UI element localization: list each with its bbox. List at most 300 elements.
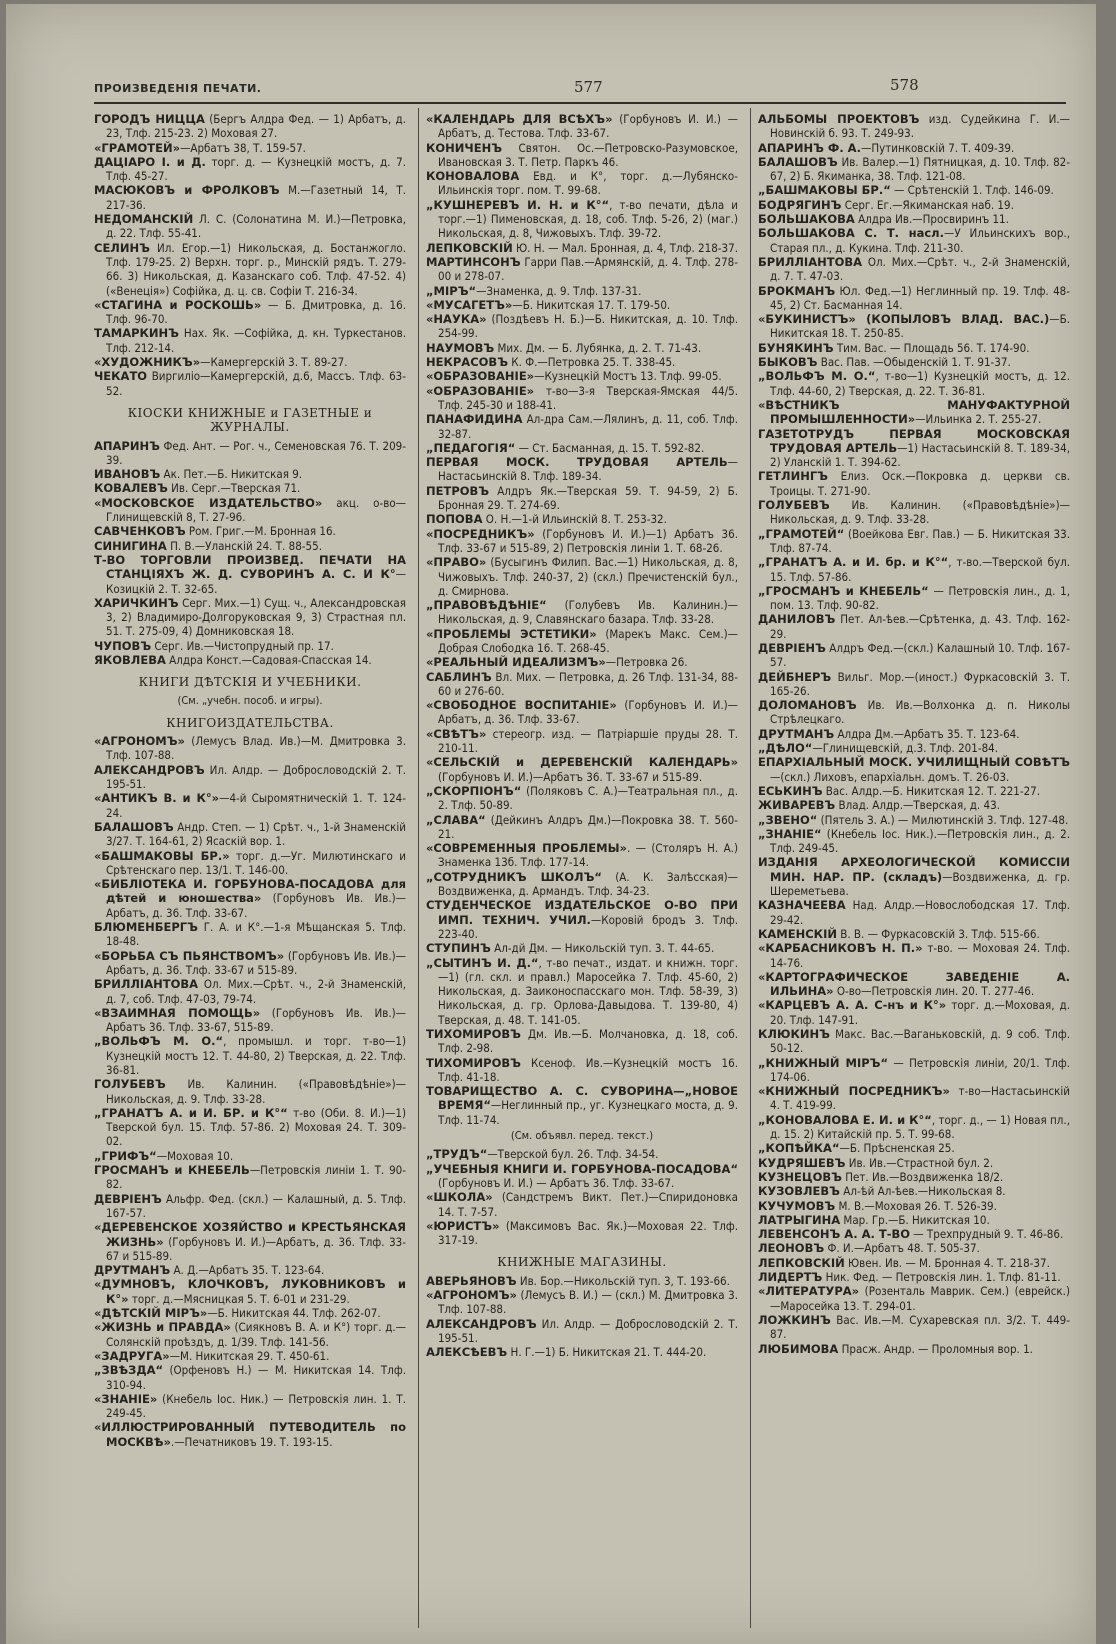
directory-column-3 <box>758 112 1070 1612</box>
entry-name: ПОПОВА <box>426 512 483 527</box>
directory-entry <box>94 820 406 849</box>
directory-entry <box>426 384 738 413</box>
entry-details: М. В.—Моховая 26. Т. 526-39. <box>835 1198 997 1213</box>
entry-name: «ПОСРЕДНИКЪ» <box>426 526 535 541</box>
entry-details: (Горбуновъ И. И.) — Арбатъ 36. Тлф. 33-67. <box>438 1175 675 1190</box>
entry-details: .—Печатниковъ 19. Т. 193-15. <box>170 1434 333 1449</box>
entry-name: ЛОЖКИНЪ <box>758 1312 831 1327</box>
entry-details: Пет. Ив.—Воздвиженка 18/2. <box>841 1169 1004 1184</box>
entry-name: БЛЮМЕНБЕРГЪ <box>94 920 198 935</box>
directory-entry <box>758 641 1070 670</box>
entry-name: «СЕЛЬСКІЙ и ДЕРЕВЕНСКІЙ КАЛЕНДАРЬ» <box>426 755 738 770</box>
directory-entry <box>426 441 738 455</box>
entry-name: «ШКОЛА» <box>426 1190 493 1205</box>
entry-name: ДРУТМАНЪ <box>94 1263 171 1278</box>
directory-entry <box>758 784 1070 798</box>
entry-name: БОЛЬШАКОВА С. Т. насл. <box>758 226 944 241</box>
entry-name: НЕДОМАНСКІЙ <box>94 212 194 227</box>
directory-entry <box>758 941 1070 970</box>
entry-name: «ВЗАИМНАЯ ПОМОЩЬ» <box>94 1005 261 1020</box>
entry-name: ЯКОВЛЕВА <box>94 652 166 667</box>
directory-entry <box>758 612 1070 641</box>
directory-entry <box>426 341 738 355</box>
entry-details: (Пятель З. А.) — Милютинскій 3. Тлф. 127-48. <box>817 812 1069 827</box>
directory-entry <box>758 341 1070 355</box>
directory-entry <box>426 369 738 383</box>
entry-name: ГАЗЕТОТРУДЪ ПЕРВАЯ МОСКОВСКАЯ ТРУДОВАЯ АРТЕЛЬ <box>758 426 1070 455</box>
entry-name: «ДЕРЕВЕНСКОЕ ХОЗЯЙСТВО и КРЕСТЬЯНСКАЯ ЖИЗНЬ» <box>94 1220 406 1249</box>
entry-details: (Горбуновъ Ив. Ив.)—Арбатъ, д. 36. Тлф. 33-67 и 515-89. <box>106 948 406 977</box>
directory-entry <box>94 439 406 468</box>
directory-entry <box>94 467 406 481</box>
directory-entry <box>426 1147 738 1161</box>
directory-entry <box>758 155 1070 184</box>
entry-name: КОНИЧЕНЪ <box>426 140 503 155</box>
entry-details: (Максимовъ Вас. Як.)—Моховая 22. Тлф. 317-19. <box>438 1218 738 1248</box>
entry-name: «БУКИНИСТЪ» (КОПЫЛОВЪ ВЛАД. ВАС.) <box>758 312 1050 327</box>
directory-entry <box>94 1349 406 1363</box>
directory-entry <box>758 1270 1070 1284</box>
directory-entry <box>758 1156 1070 1170</box>
directory-entry <box>426 169 738 198</box>
directory-entry <box>758 755 1070 784</box>
entry-details: , торг. д., — 1) Новая пл., д. 15. 2) Китайскій пр. 5. Т. 99-68. <box>770 1112 1070 1142</box>
entry-name: ДЕВРІЕНЪ <box>758 640 826 655</box>
entry-details: —Настасьинскій 8. Тлф. 189-34. <box>438 455 738 484</box>
directory-entry <box>758 670 1070 699</box>
directory-entry <box>758 1027 1070 1056</box>
directory-entry <box>426 1219 738 1248</box>
entry-name: КОНОВАЛОВА <box>426 169 520 184</box>
entry-name: БРИЛЛІАНТОВА <box>758 254 863 269</box>
section-heading: КНИЖНЫЕ МАГАЗИНЫ. <box>497 1255 667 1270</box>
entry-name: ЖИВАРЕВЪ <box>758 798 836 813</box>
directory-entry <box>426 527 738 556</box>
entry-details: —Козицкій 2. Т. 32-65. <box>106 567 406 596</box>
entry-details: Ол. Мих.—Срѣт. ч., 2-й Знаменскій, д. 7. Т. 47-03. <box>770 254 1070 284</box>
directory-entry <box>426 1162 738 1191</box>
entry-name: «ГРАМОТЕЙ» <box>94 140 181 155</box>
directory-entry <box>758 1313 1070 1342</box>
entry-name: „ГРАНАТЪ А. и И. БР. и К°“ <box>94 1105 288 1120</box>
directory-entry <box>94 183 406 212</box>
directory-entry <box>426 784 738 813</box>
entry-details: — Срѣтенскій 1. Тлф. 146-09. <box>890 183 1054 198</box>
entry-name: «АГРОНОМЪ» <box>94 734 185 749</box>
entry-name: «КАРТОГРАФИЧЕСКОЕ ЗАВЕДЕНІЕ А. ИЛЬИНА» <box>758 969 1070 999</box>
entry-details: . — (Столяръ Н. А.) Знаменка 13б. Тлф. 177-14. <box>438 841 738 870</box>
entry-details: Ив. Калинин. («Правовѣдѣніе»)—Никольская, д. 9. Тлф. 33-28. <box>770 498 1070 527</box>
entry-name: „ПРАВОВѢДѢНІЕ“ <box>426 598 547 613</box>
directory-entry <box>94 1420 406 1449</box>
entry-name: ХАРИЧКИНЪ <box>94 595 179 610</box>
directory-entry <box>758 727 1070 741</box>
entry-details: Алдръ Фед.—(скл.) Калашный 10. Тлф. 167-57. <box>770 640 1070 670</box>
directory-entry <box>426 727 738 756</box>
entry-name: АЛЕКСАНДРОВЪ <box>94 762 205 777</box>
entry-name: „ВОЛЬФЪ М. О.“ <box>94 1034 224 1049</box>
entry-details: Вл. Мих. — Петровка, д. 26 Тлф. 131-34, 88-60 и 276-60. <box>438 669 738 698</box>
entry-name: ЕПАРХІАЛЬНЫЙ МОСК. УЧИЛИЩНЫЙ СОВѢТЪ <box>758 755 1070 770</box>
directory-entry <box>758 1199 1070 1213</box>
entry-details: Алдръ Як.—Тверская 59. Т. 94-59, 2) Б. Бронная 29. Т. 274-69. <box>438 483 738 513</box>
directory-entry <box>94 155 406 184</box>
directory-entry <box>758 469 1070 498</box>
entry-name: ЛЕПКОВСКІЙ <box>758 1255 845 1270</box>
entry-details: (Бусыгинъ Филип. Вас.—1) Никольская, д. 8, Чижовыхъ. Тлф. 240-37, 2) (скл.) Пречистенскій бул., д. Смирнова. <box>438 555 738 598</box>
entry-details: Вас. Алдр.—Б. Никитская 12. Т. 221-27. <box>822 783 1041 798</box>
entry-name: Т-ВО ТОРГОВЛИ ПРОИЗВЕД. ПЕЧАТИ НА СТАНЦІЯХЪ Ж. Д. СУВОРИНЪ А. С. И К° <box>94 552 406 582</box>
entry-details: — Ст. Басманная, д. 15. Т. 592-82. <box>515 440 705 455</box>
entry-details: Дм. Ив.—Б. Молчановка, д. 18, соб. Тлф. 2-98. <box>438 1027 738 1056</box>
entry-details: акц. о-во—Глинищевскій 8, Т. 27-96. <box>106 495 406 525</box>
entry-details: Святон. Ос.—Петровско-Разумовское, Ивановская 3. Т. Петр. Паркъ 46. <box>438 140 738 169</box>
entry-details: —М. Никитская 29. Т. 450-61. <box>169 1348 330 1363</box>
entry-details: Ксеноф. Ив.—Кузнецкій мостъ 16. Тлф. 41-18. <box>438 1055 738 1084</box>
directory-entry <box>758 698 1070 727</box>
entry-name: „УЧЕБНЫЯ КНИГИ И. ГОРБУНОВА-ПОСАДОВА“ <box>426 1161 738 1176</box>
directory-entry <box>426 555 738 598</box>
entry-details: Мих. Дм. — Б. Лубянка, д. 2. Т. 71-43. <box>494 340 702 355</box>
entry-name: САБЛИНЪ <box>426 669 492 684</box>
entry-name: ЛЮБИМОВА <box>758 1341 839 1356</box>
directory-entry <box>426 512 738 526</box>
entry-name: «ЛИТЕРАТУРА» <box>758 1284 860 1299</box>
entry-details: торг. д. — Кузнецкій мостъ, д. 7. Тлф. 45-27. <box>106 154 406 184</box>
entry-name: ДРУТМАНЪ <box>758 726 835 741</box>
directory-entry <box>758 183 1070 197</box>
entry-name: СТУДЕНЧЕСКОЕ ИЗДАТЕЛЬСКОЕ О-ВО ПРИ ИМП. ТЕХНИЧ. УЧИЛ. <box>426 898 738 927</box>
entry-name: ПЕРВАЯ МОСК. ТРУДОВАЯ АРТЕЛЬ <box>426 455 728 470</box>
entry-name: «АГРОНОМЪ» <box>426 1288 517 1303</box>
column-divider <box>750 108 751 1628</box>
directory-entry <box>426 941 738 955</box>
entry-details: Ив. Бор.—Никольскій туп. 3, Т. 193-66. <box>516 1273 730 1288</box>
directory-entry <box>426 1317 738 1346</box>
directory-entry <box>426 1288 738 1317</box>
directory-entry <box>426 312 738 341</box>
entry-details: (Орфеновъ Н.) — М. Никитская 14. Тлф. 310-94. <box>106 1363 406 1392</box>
entry-name: „МІРЪ“ <box>426 283 477 298</box>
entry-name: „ДѢЛО“ <box>758 741 813 756</box>
directory-entry <box>94 1220 406 1263</box>
directory-entry <box>426 198 738 241</box>
entry-name: АЛЬБОМЫ ПРОЕКТОВЪ <box>758 112 920 126</box>
entry-details: Тим. Вас. — Площадь 56. Т. 174-90. <box>833 340 1030 355</box>
entry-details: Ив. Калинин. («Правовѣдѣніе»)—Никольская, д. 9. Тлф. 33-28. <box>106 1077 406 1106</box>
section-heading: КНИГИ ДѢТСКІЯ И УЧЕБНИКИ. <box>138 675 362 690</box>
directory-entry <box>94 639 406 653</box>
directory-entry <box>758 1184 1070 1198</box>
directory-entry <box>758 1256 1070 1270</box>
entry-name: „СОТРУДНИКЪ ШКОЛЪ“ <box>426 869 602 884</box>
entry-details: торг. д.—Мясницкая 5. Т. 6-01 и 231-29. <box>128 1291 350 1306</box>
directory-entry <box>758 813 1070 827</box>
entry-details: В. В. — Фуркасовскій 3. Тлф. 515-66. <box>836 926 1040 941</box>
entry-name: ДАНИЛОВЪ <box>758 612 836 627</box>
entry-details: Н. Г.—1) Б. Никитская 21. Т. 444-20. <box>507 1345 707 1360</box>
entry-details: (А. К. Залѣсская)—Воздвиженка, д. Армандъ. Тлф. 34-23. <box>438 869 738 899</box>
entry-details: — Петровскія линіи, 20/1. Тлф. 174-06. <box>770 1055 1070 1084</box>
entry-name: КУЗНЕЦОВЪ <box>758 1169 842 1184</box>
entry-details: Серг. Ив.—Чистопрудный пр. 17. <box>151 638 334 653</box>
directory-entry <box>758 226 1070 255</box>
directory-entry <box>426 141 738 170</box>
entry-name: ЛЕВЕНСОНЪ А. А. Т-ВО <box>758 1227 911 1242</box>
entry-details: т-во—3-я Тверская-Ямская 44/5. Тлф. 245-30 и 188-41. <box>438 383 738 412</box>
entry-details: Елиз. Оск.—Покровка д. церкви св. Троицы. Т. 271-90. <box>770 469 1070 498</box>
directory-entry <box>94 734 406 763</box>
entry-name: „ГРАМОТЕЙ“ <box>758 526 845 541</box>
directory-entry <box>94 1163 406 1192</box>
entry-name: «ИЛЛЮСТРИРОВАННЫЙ ПУТЕВОДИТЕЛЬ по МОСКВѢ» <box>94 1420 406 1449</box>
entry-name: «КНИЖНЫЙ ПОСРЕДНИКЪ» <box>758 1084 950 1099</box>
entry-name: БРИЛЛІАНТОВА <box>94 977 199 992</box>
directory-entry <box>426 670 738 699</box>
entry-details: Ил. Егор.—1) Никольская, д. Бостанжогло. Тлф. 179-25. 2) Верхн. торг. р., Минскій рядъ. Т. 279-66. 3) Никольская, д. Казанскаго соб. Тлф. 47-52. 4) («Венеція») Софійка, д. ц. св. Софіи Т. 216-34. <box>106 240 406 298</box>
entry-details: (Кнебель Іос. Ник.) — Петровскія лин. 1. Т. 249-45. <box>106 1391 406 1421</box>
entry-name: КАМЕНСКІЙ <box>758 926 837 941</box>
directory-entry <box>758 1084 1070 1113</box>
directory-entry <box>94 653 406 667</box>
entry-details: — Трехпрудный 9. Т. 46-86. <box>910 1227 1064 1242</box>
entry-name: ГРОСМАНЪ и КНЕБЕЛЬ <box>94 1163 250 1178</box>
directory-entry <box>94 1077 406 1106</box>
header-rule <box>94 102 1066 104</box>
directory-entry <box>94 1363 406 1392</box>
entry-name: „ГРОСМАНЪ и КНЕБЕЛЬ“ <box>758 583 929 598</box>
directory-entry <box>758 1241 1070 1255</box>
entry-name: «МОСКОВСКОЕ ИЗДАТЕЛЬСТВО» <box>94 495 323 510</box>
entry-details: (Горбуновъ И. И.)—Арбатъ, д. 36. Тлф. 33-67 и 515-89. <box>106 1234 406 1263</box>
entry-details: Макс. Вас.—Ваганьковскій, д. 9 соб. Тлф. 50-12. <box>770 1027 1070 1056</box>
directory-entry <box>94 949 406 978</box>
entry-name: «КАЛЕНДАРЬ ДЛЯ ВСѢХЪ» <box>426 112 613 126</box>
entry-details: Мар. Гр.—Б. Никитская 10. <box>840 1212 990 1227</box>
directory-entry <box>758 1170 1070 1184</box>
directory-entry <box>758 255 1070 284</box>
directory-entry <box>426 484 738 513</box>
entry-details: —Арбатъ 38, Т. 159-57. <box>180 140 306 155</box>
entry-details: Алдра Дм.—Арбатъ 35. Т. 123-64. <box>834 726 1020 741</box>
entry-details: —Кузнецкій Мостъ 13. Тлф. 99-05. <box>534 369 722 384</box>
entry-details: (Лемусъ Влад. Ив.)—М. Дмитровка 3. Тлф. 107-88. <box>106 734 406 763</box>
entry-details: (Бергъ Алдра Фед. — 1) Арбатъ, д. 23, Тлф. 215-23. 2) Моховая 27. <box>106 112 406 141</box>
entry-details: , т-во печати, дѣла и торг.—1) Пименовская, д. 18, соб. Тлф. 5-26, 2) (маг.) Никольская, д. 8, Чижовыхъ. Тлф. 39-72. <box>438 197 738 241</box>
directory-entry <box>758 398 1070 427</box>
entry-name: «ДѢТСКІЙ МІРЪ» <box>94 1306 208 1321</box>
directory-entry <box>426 870 738 899</box>
entry-name: ЕСЬКИНЪ <box>758 783 823 798</box>
directory-entry <box>758 1056 1070 1085</box>
directory-entry <box>758 498 1070 527</box>
entry-details: —Б. Никитская 18. Т. 250-85. <box>770 312 1070 341</box>
directory-entry <box>426 898 738 941</box>
directory-entry <box>94 112 406 141</box>
directory-entry <box>758 1284 1070 1313</box>
entry-name: „КНИЖНЫЙ МІРЪ“ <box>758 1055 889 1070</box>
entry-details: Ак. Пет.—Б. Никитская 9. <box>160 467 303 482</box>
entry-name: ЛЕОНОВЪ <box>758 1241 825 1256</box>
directory-entry <box>94 298 406 327</box>
directory-entry <box>758 112 1070 141</box>
entry-details: А. Д.—Арбатъ 35. Т. 123-64. <box>170 1263 325 1278</box>
directory-entry <box>94 553 406 596</box>
entry-name: КУЗОВЛЕВЪ <box>758 1184 840 1199</box>
directory-entry <box>426 355 738 369</box>
directory-entry <box>426 255 738 284</box>
directory-entry <box>426 1190 738 1219</box>
entry-name: МАСЮКОВЪ и ФРОЛКОВЪ <box>94 183 280 198</box>
entry-details: Прасж. Андр. — Проломныя вор. 1. <box>838 1341 1033 1356</box>
entry-name: «КАРБАСНИКОВЪ Н. П.» <box>758 941 923 956</box>
entry-details: Ник. Фед. — Петровскія лин. 1. Тлф. 81-11. <box>822 1270 1061 1285</box>
entry-name: «ЖИЗНЬ и ПРАВДА» <box>94 1320 231 1335</box>
entry-details: Ол. Мих.—Срѣт. ч., 2-й Знаменскій, д. 7, соб. Тлф. 47-03, 79-74. <box>106 977 406 1006</box>
entry-details: Гарри Пав.—Армянскій, д. 4. Тлф. 278-00 и 278-07. <box>438 254 738 284</box>
page-header <box>94 74 1066 104</box>
directory-entry <box>758 1342 1070 1356</box>
directory-entry <box>94 1263 406 1277</box>
entry-name: СИНИГИНА <box>94 538 167 553</box>
entry-details: (Горбуновъ Ив. Ив.)—Арбатъ 36. Тлф. 33-67, 515-89. <box>106 1005 406 1035</box>
directory-entry <box>426 598 738 627</box>
directory-entry <box>94 977 406 1006</box>
entry-details: (Голубевъ Ив. Калинин.)—Никольская, д. 9, Славянскаго базара. Тлф. 33-28. <box>438 598 738 627</box>
entry-details: (Горбуновъ И. И.)—1) Арбатъ 36. Тлф. 33-67 и 515-89, 2) Петровскія линіи 1. Т. 68-26. <box>438 526 738 555</box>
entry-details: Фед. Ант. — Рог. ч., Семеновская 76. Т. 209-39. <box>106 438 406 467</box>
entry-name: КУЧУМОВЪ <box>758 1198 836 1213</box>
entry-details: Ив. Ив.—Волхонка д. п. Николы Стрѣлецкаго. <box>770 698 1070 727</box>
section-note: (См. „учебн. пособ. и игры). <box>177 693 323 707</box>
entry-details: Ив. Серг.—Тверская 71. <box>167 481 301 496</box>
entry-details: Ал-дра Сам.—Лялинъ, д. 11, соб. Тлф. 32-87. <box>438 412 738 441</box>
directory-entry <box>94 1392 406 1421</box>
section-note: (См. объявл. перед. текст.) <box>510 1129 654 1143</box>
directory-entry <box>758 212 1070 226</box>
entry-details: Ал-дй Дм. — Никольскій туп. 3. Т. 44-65. <box>490 941 715 956</box>
directory-entry <box>94 539 406 553</box>
entry-details: Евд. и К°, торг. д.—Лубянско-Ильинскія торг. пом. Т. 99-68. <box>438 169 738 198</box>
column-divider <box>418 108 419 1628</box>
entry-name: БАЛАШОВЪ <box>94 819 174 834</box>
entry-name: АПАРИНЪ Ф. А. <box>758 140 861 155</box>
entry-details: торг. д.—Уг. Милютинскаго и Срѣтенскаго пер. 13/1. Т. 146-00. <box>106 848 406 877</box>
entry-name: „ТРУДЪ“ <box>426 1147 488 1162</box>
entry-details: Ив. Ив.—Страстной бул. 2. <box>845 1155 994 1170</box>
entry-details: (Воейкова Евг. Пав.) — Б. Никитская 33. Тлф. 87-74. <box>770 526 1070 555</box>
running-title: ПРОИЗВЕДЕНІЯ ПЕЧАТИ. <box>94 82 262 95</box>
directory-entry <box>426 1084 738 1127</box>
entry-details: М.—Газетный 14, Т. 217-36. <box>106 183 406 212</box>
directory-entry <box>94 355 406 369</box>
entry-name: «СТАГИНА и РОСКОШЬ» <box>94 297 262 312</box>
entry-details: (Розенталь Маврик. Сем.) (еврейск.)—Маросейка 13. Т. 294-01. <box>770 1284 1070 1313</box>
entry-details: —Б. Никитская 44. Тлф. 262-07. <box>207 1306 381 1321</box>
entry-name: МАРТИНСОНЪ <box>426 254 521 269</box>
entry-details: (Поляковъ С. А.)—Театральная пл., д. 2. Тлф. 50-89. <box>438 783 738 813</box>
entry-name: „КОНОВАЛОВА Е. И. и К°“ <box>758 1112 932 1127</box>
entry-details: Серг. Ег.—Якиманская наб. 19. <box>841 197 1014 212</box>
entry-details: изд. Судейкина Г. И.—Новинскій б. 93. Т. 249-93. <box>770 112 1070 141</box>
entry-details: Пет. Ал-ѣев.—Срѣтенка, д. 43. Тлф. 162-29. <box>770 612 1070 641</box>
entry-details: торг. д.—Моховая, д. 20. Тлф. 147-91. <box>770 998 1070 1027</box>
entry-details: Ювен. Ив. — М. Бронная 4. Т. 218-37. <box>844 1255 1050 1270</box>
entry-name: АЛЕКСАНДРОВЪ <box>426 1316 537 1331</box>
directory-column-2 <box>426 112 738 1612</box>
entry-name: ТОВАРИЩЕСТВО А. С. СУВОРИНА—„НОВОЕ ВРЕМЯ“ <box>426 1084 738 1113</box>
entry-details: Нах. Як. —Софійка, д. кн. Туркестанов. Тлф. 212-14. <box>106 326 406 355</box>
entry-details: , т-во—1) Кузнецкій мостъ, д. 12. Тлф. 44-60, 2) Тверская, д. 22. Т. 36-81. <box>770 369 1070 398</box>
entry-name: СЕЛИНЪ <box>94 240 150 255</box>
page-number-right: 578 <box>890 76 919 94</box>
page-number-left: 577 <box>574 78 603 96</box>
directory-column-1 <box>94 112 406 1612</box>
entry-details: —Ильинка 2. Т. 255-27. <box>915 412 1042 427</box>
entry-details: —Петровскія линіи 1. Т. 90-82. <box>106 1163 406 1192</box>
entry-name: БРОКМАНЪ <box>758 283 836 298</box>
entry-details: —Путинковскій 7. Т. 409-39. <box>860 140 1015 155</box>
entry-name: БОЛЬШАКОВА <box>758 212 855 227</box>
entry-name: ГЕТЛИНГЪ <box>758 469 828 484</box>
directory-entry <box>426 412 738 441</box>
directory-entry <box>426 841 738 870</box>
entry-details: О. Н.—1-й Ильинскій 8. Т. 253-32. <box>482 512 667 527</box>
entry-details: стереогр. изд. — Патріаршіе пруды 28. Т. 210-11. <box>438 726 738 756</box>
entry-details: О-во—Петровскія лин. 20. Т. 277-46. <box>833 984 1035 999</box>
entry-name: САВЧЕНКОВЪ <box>94 524 186 539</box>
directory-entry <box>426 1274 738 1288</box>
entry-details: —Камергерскій 3. Т. 89-27. <box>200 355 348 370</box>
entry-details: Вас. Пав. —Обыденскій 1. Т. 91-37. <box>817 355 1011 370</box>
entry-details: —1) Настасьинскій 8. Т. 189-34, 2) Уланскій 1. Т. 394-62. <box>770 440 1070 470</box>
directory-entry <box>758 584 1070 613</box>
directory-entry <box>94 1006 406 1035</box>
entry-name: «ЗНАНІЕ» <box>94 1391 158 1406</box>
entry-name: ТИХОМИРОВЪ <box>426 1027 521 1041</box>
entry-name: ИЗДАНІЯ АРХЕОЛОГИЧЕСКОЙ КОМИССІИ МИН. НАР. ПР. (складъ) <box>758 855 1070 884</box>
directory-entry <box>758 898 1070 927</box>
entry-details: (Лемусъ В. И.) — (скл.) М. Дмитровка 3. Тлф. 107-88. <box>438 1288 738 1317</box>
entry-details: Юл. Фед.—1) Неглинный пр. 19. Тлф. 48-45, 2) Ст. Басманная 14. <box>770 283 1070 312</box>
entry-details: , т-во.—Тверской бул. 15. Тлф. 57-86. <box>770 555 1070 584</box>
directory-entry <box>426 813 738 842</box>
entry-name: КУДРЯШЕВЪ <box>758 1155 846 1170</box>
entry-name: „ЗВЕНО“ <box>758 812 818 827</box>
directory-entry <box>758 1213 1070 1227</box>
entry-details: Влад. Алдр.—Тверская, д. 43. <box>835 798 1000 813</box>
entry-name: „ВОЛЬФЪ М. О.“ <box>758 369 876 384</box>
entry-details: Алдра Конст.—Садовая-Спасская 14. <box>165 652 372 667</box>
entry-name: ДАЦІАРО І. и Д. <box>94 154 206 169</box>
entry-name: «БОРЬБА СЪ ПЬЯНСТВОМЪ» <box>94 948 285 963</box>
directory-entry <box>426 627 738 656</box>
entry-name: «СВОБОДНОЕ ВОСПИТАНІЕ» <box>426 698 617 713</box>
entry-name: «МУСАГЕТЪ» <box>426 297 513 312</box>
directory-entry <box>758 798 1070 812</box>
entry-name: «НАУКА» <box>426 312 487 327</box>
entry-details: Алдра Ив.—Просвиринъ 11. <box>854 212 1009 227</box>
entry-name: «БИБЛІОТЕКА И. ГОРБУНОВА-ПОСАДОВА для дѣтей и юношества» <box>94 877 406 906</box>
directory-entry <box>426 455 738 484</box>
entry-details: —4-й Сыромятническій 1. Т. 124-24. <box>106 791 406 820</box>
entry-details: К. Ф.—Петровка 25. Т. 338-45. <box>508 355 676 370</box>
entry-details: т-во—Настасьинскій 4. Т. 419-99. <box>770 1084 1070 1113</box>
entry-details: (Дейкинъ Алдръ Дм.)—Покровка 38. Т. 560-21. <box>438 812 738 841</box>
directory-entry <box>94 481 406 495</box>
directory-entry <box>94 1192 406 1221</box>
section-heading: КНИГОИЗДАТЕЛЬСТВА. <box>166 715 334 730</box>
